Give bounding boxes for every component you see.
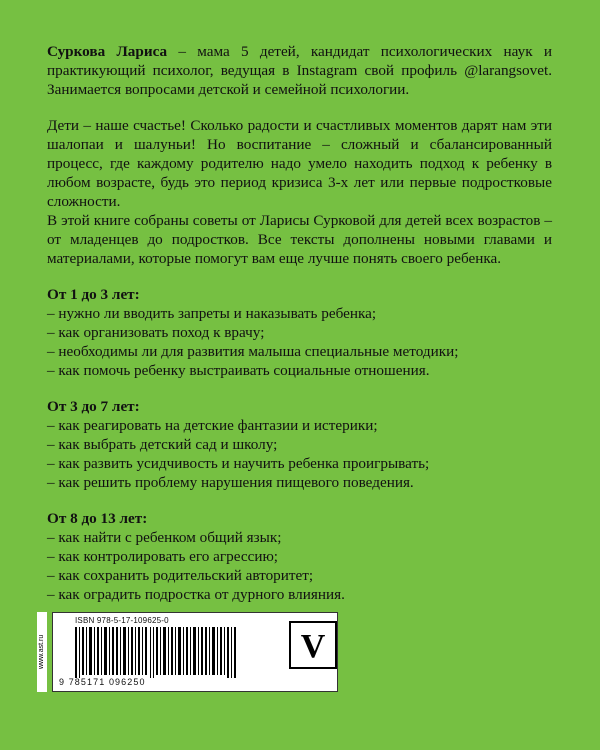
- intro-text: [47, 116, 552, 268]
- barcode-digits: 9 785171 096250: [59, 677, 146, 687]
- publisher-logo-letter: V: [300, 628, 326, 665]
- section-list: [47, 528, 552, 604]
- section-title: От 3 до 7 лет:: [47, 398, 140, 415]
- section-list: [47, 304, 552, 380]
- author-bio: [47, 42, 552, 99]
- section-list: [47, 416, 552, 492]
- isbn-text: ISBN 978-5-17-109625-0: [75, 616, 169, 625]
- list-item: – нужно ли вводить запреты и наказывать ребенка;: [47, 305, 377, 322]
- list-item: – как выбрать детский сад и школу;: [47, 436, 278, 453]
- age-section-3-7: [47, 397, 552, 492]
- barcode-area: [37, 612, 339, 692]
- section-title: От 1 до 3 лет:: [47, 286, 140, 303]
- age-section-1-3: [47, 285, 552, 380]
- intro-paragraph-1: Дети – наше счастье! Сколько радости и счастливых моментов дарят нам эти шалопаи и шалуньи! Но воспитание – сложный и сбалансированный процесс, где каждому родителю надо умело находить подход к ребенку в любом возрасте, будь это период кризиса 3-х лет или первые подростковые сложности.: [47, 117, 552, 210]
- list-item: – как решить проблему нарушения пищевого поведения.: [47, 474, 414, 491]
- list-item: – как развить усидчивость и научить ребенка проигрывать;: [47, 455, 430, 472]
- list-item: – как найти с ребенком общий язык;: [47, 529, 282, 546]
- list-item: – как контролировать его агрессию;: [47, 548, 279, 565]
- age-section-8-13: [47, 509, 552, 604]
- list-item: – как реагировать на детские фантазии и истерики;: [47, 417, 378, 434]
- list-item: – необходимы ли для развития малыша специальные методики;: [47, 343, 459, 360]
- author-description: – мама 5 детей, кандидат психологических наук и практикующий психолог, ведущая в Instagram свой профиль @larangsovet. Занимается вопросами детской и семейной психологии.: [47, 43, 552, 98]
- list-item: – как помочь ребенку выстраивать социальные отношения.: [47, 362, 430, 379]
- author-name: Суркова Лариса: [47, 43, 168, 60]
- barcode-box: [52, 612, 338, 692]
- list-item: – как организовать поход к врачу;: [47, 324, 265, 341]
- section-title: От 8 до 13 лет:: [47, 510, 148, 527]
- barcode-icon: [75, 627, 236, 678]
- list-item: – как сохранить родительский авторитет;: [47, 567, 314, 584]
- publisher-logo-icon: [289, 621, 337, 669]
- cover-text: [47, 42, 552, 604]
- publisher-site: www.ast.ru: [37, 612, 47, 692]
- intro-paragraph-2: В этой книге собраны советы от Ларисы Сурковой для детей всех возрастов – от младенцев до подростков. Все тексты дополнены новыми главами и материалами, которые помогут вам еще лучше понять своего ребенка.: [47, 212, 552, 267]
- list-item: – как оградить подростка от дурного влияния.: [47, 586, 345, 603]
